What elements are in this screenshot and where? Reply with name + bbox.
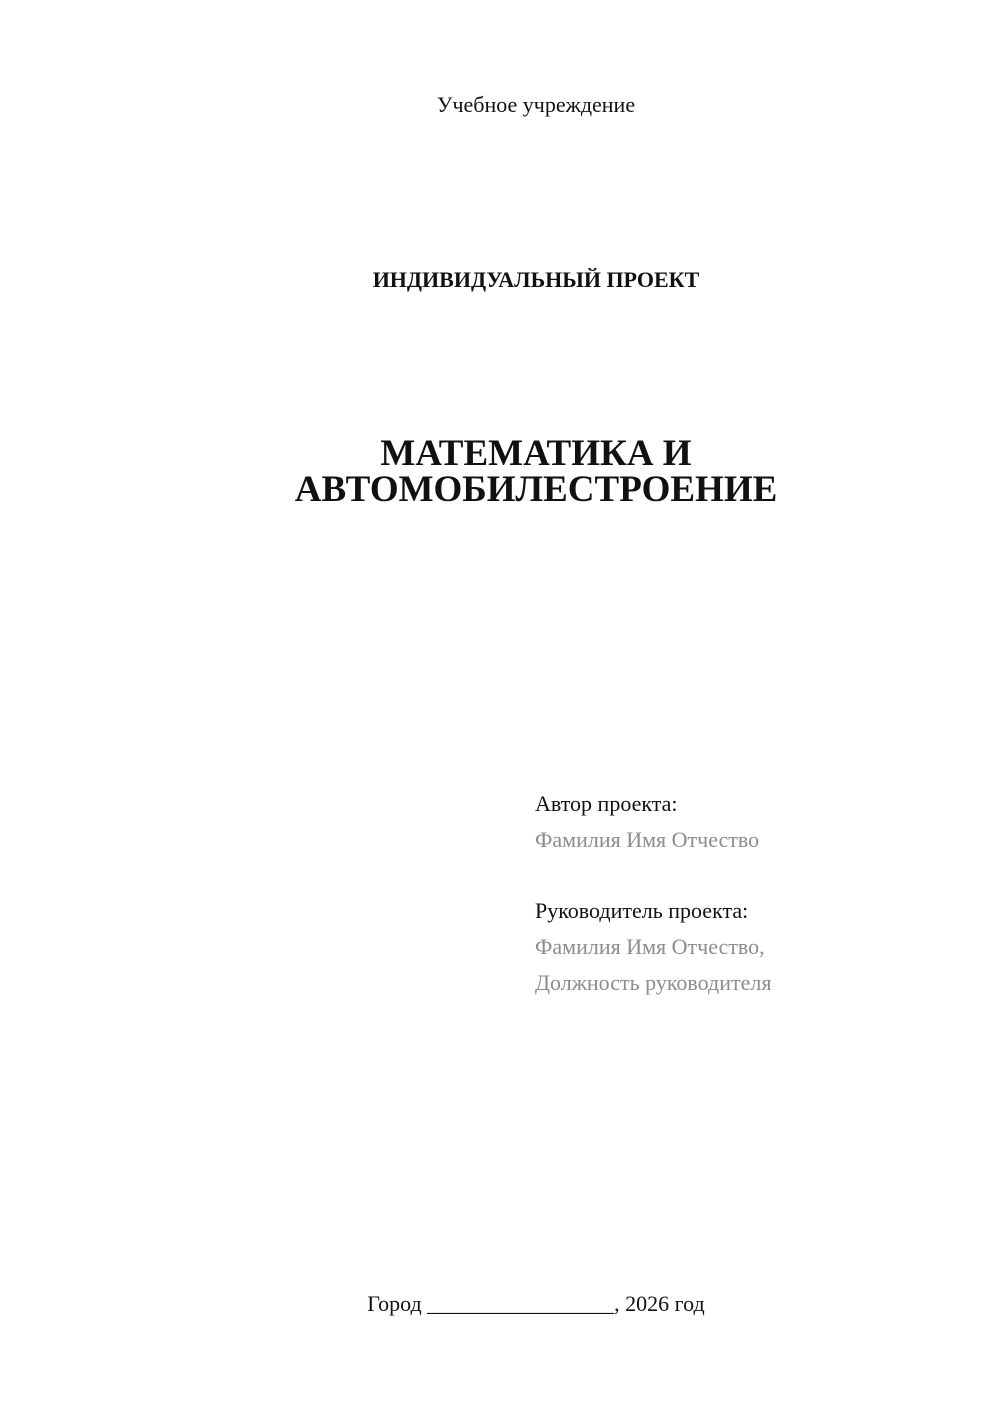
- city-year-line: Город _________________, 2026 год: [367, 1291, 705, 1316]
- author-name-placeholder: Фамилия Имя Отчество: [535, 827, 760, 852]
- document-type-heading: ИНДИВИДУАЛЬНЫЙ ПРОЕКТ: [372, 267, 700, 292]
- project-title-line-2: АВТОМОБИЛЕСТРОЕНИЕ: [294, 469, 778, 510]
- supervisor-label: Руководитель проекта:: [535, 898, 749, 923]
- supervisor-name-placeholder: Фамилия Имя Отчество,: [535, 934, 765, 959]
- author-block: [535, 786, 935, 858]
- supervisor-block: [535, 893, 935, 1001]
- institution-name: Учебное учреждение: [436, 92, 636, 117]
- project-title: [288, 433, 784, 510]
- project-title-line-1: МАТЕМАТИКА И: [380, 433, 692, 474]
- author-label: Автор проекта:: [535, 791, 678, 816]
- supervisor-position-placeholder: Должность руководителя: [535, 970, 772, 995]
